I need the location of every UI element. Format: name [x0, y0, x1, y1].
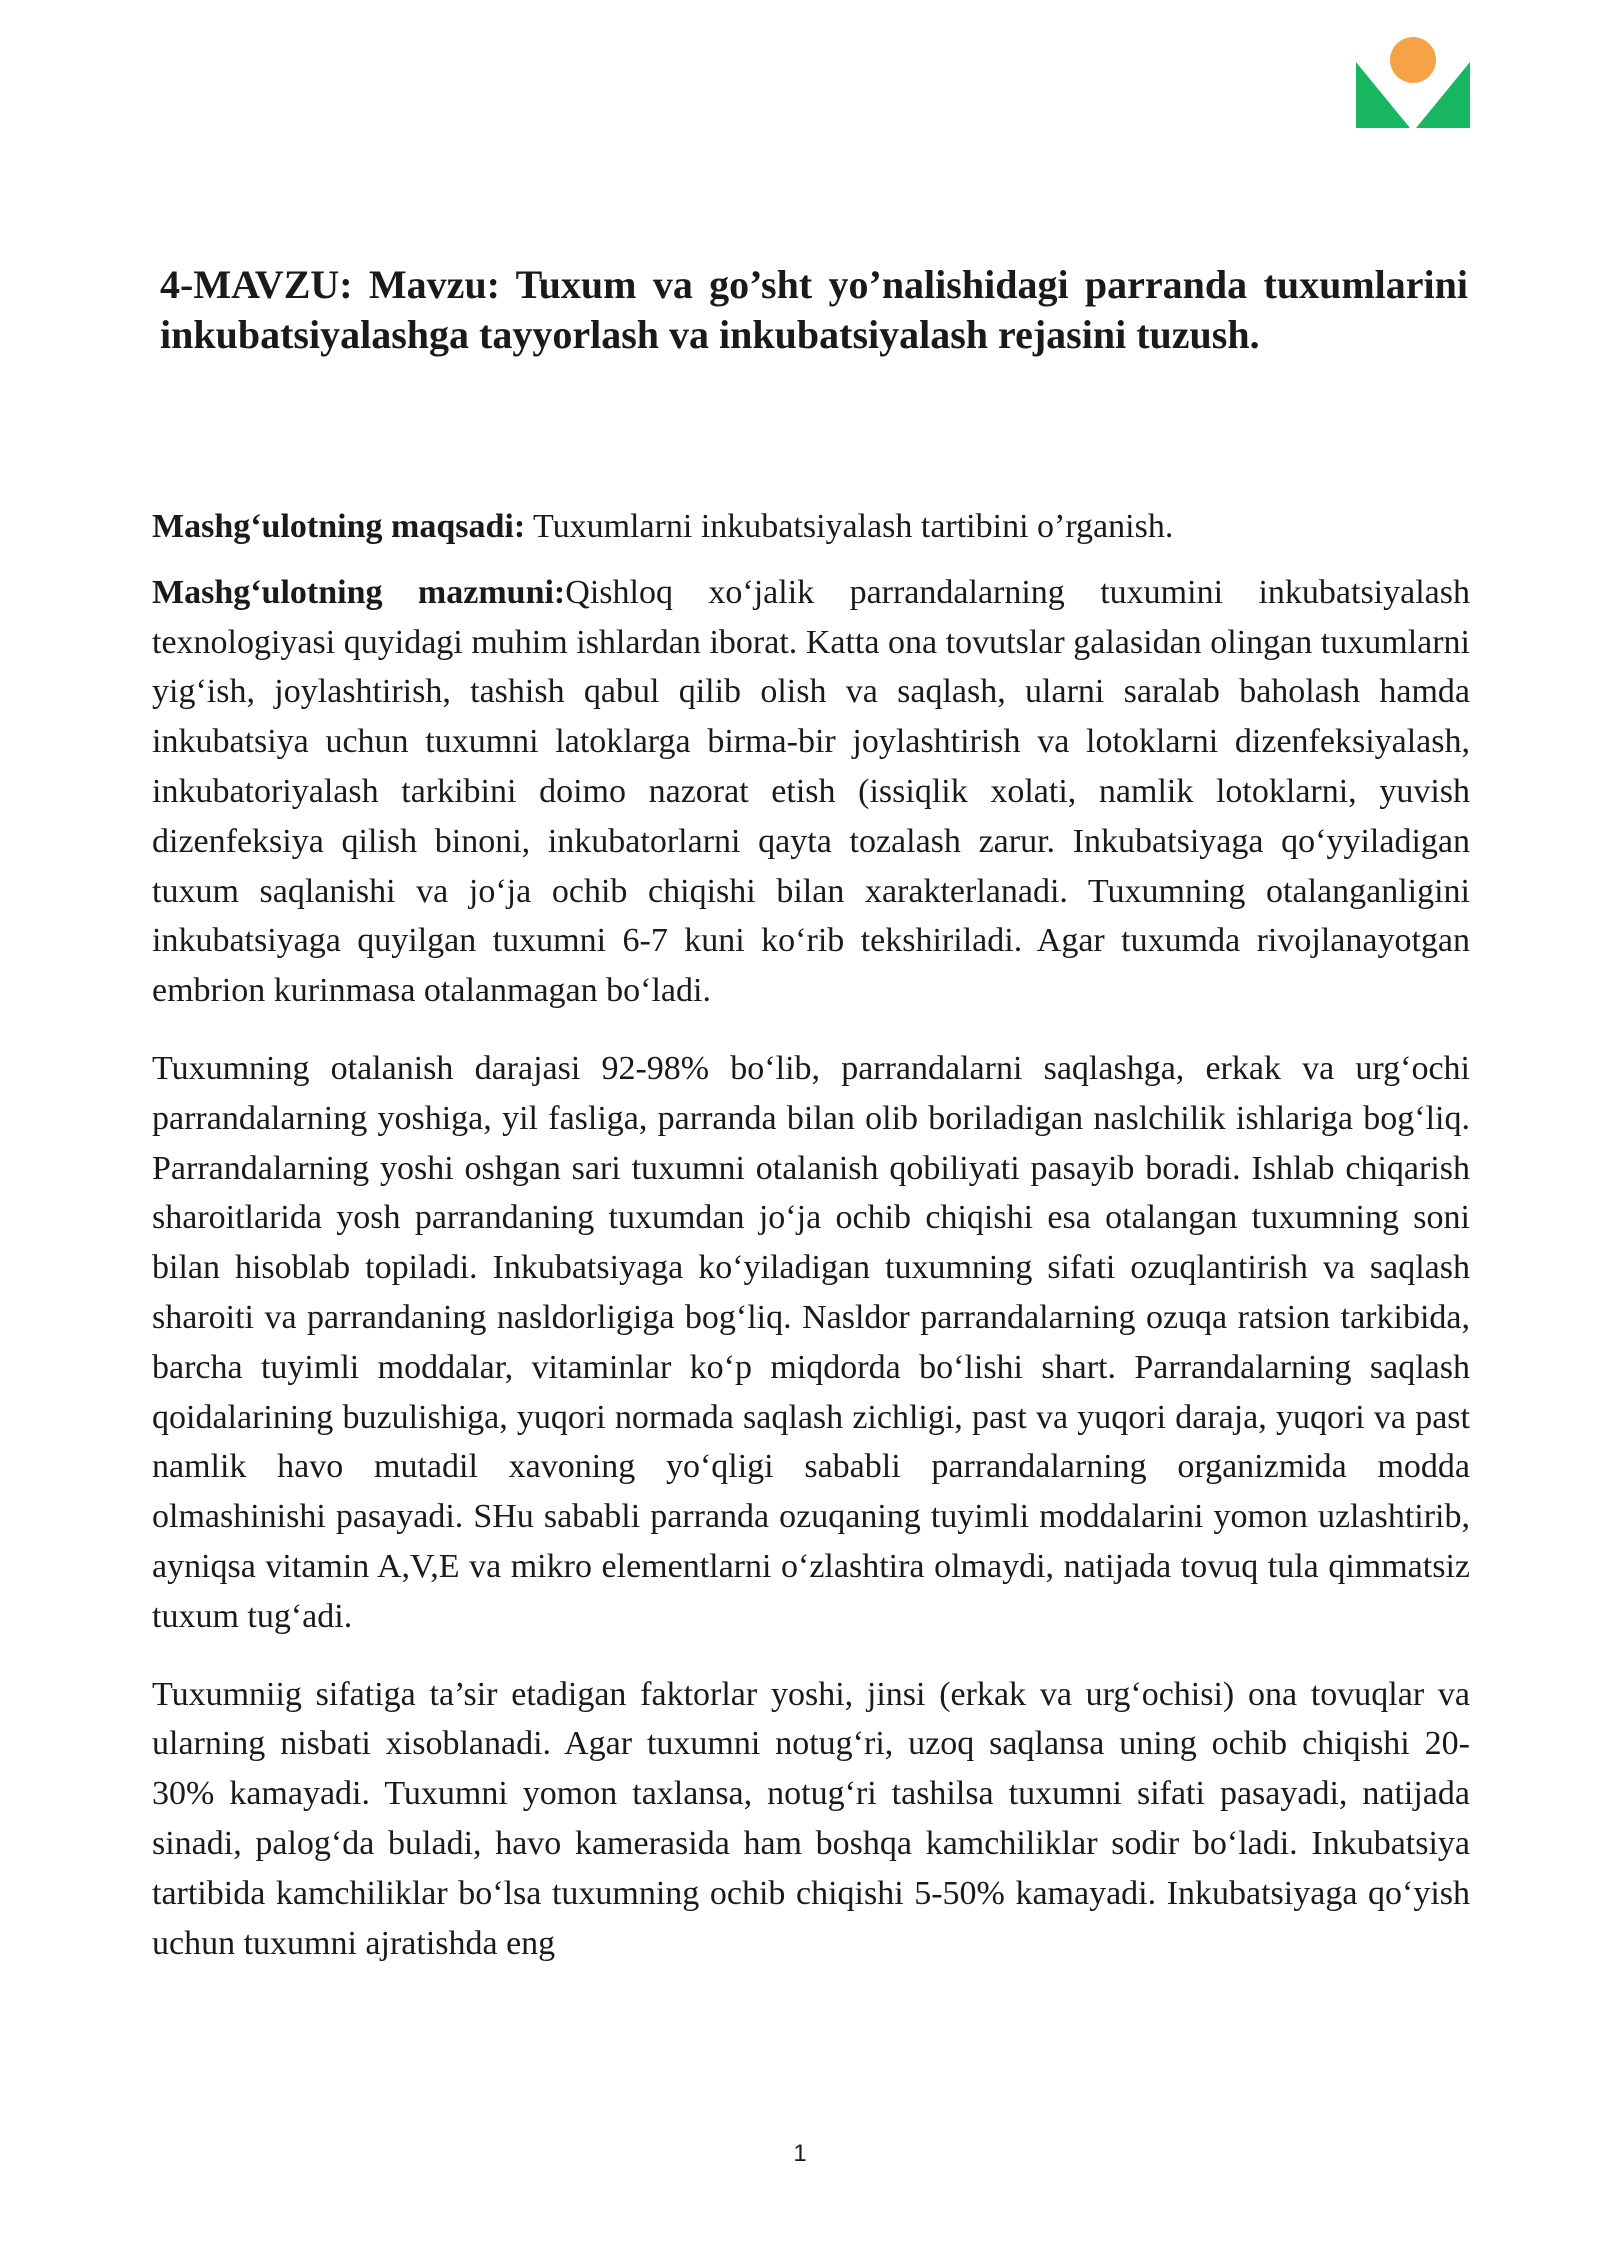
body-paragraph-fertility: Tuxumning otalanish darajasi 92-98% bo‘lib, parrandalarni saqlashga, erkak va urg‘ochi parrandalarning yoshiga, yil fasliga, parranda bilan olib boriladigan naslchilik ishlariga bog‘liq. Parrandalarning yoshi oshgan sari tuxumni otalanish qobiliyati pasayib boradi. Ishlab chiqarish sharoitlarida yosh parrandaning tuxumdan jo‘ja ochib chiqishi esa otalangan tuxumning soni bilan hisoblab topiladi. Inkubatsiyaga ko‘yiladigan tuxumning sifati ozuqlantirish va saqlash sharoiti va parrandaning nasldorligiga bog‘liq. Nasldor parrandalarning ozuqa ratsion tarkibida, barcha tuyimli moddalar, vitaminlar ko‘p miqdorda bo‘lishi shart. Parrandalarning saqlash qoidalarining buzulishiga, yuqori normada saqlash zichligi, past va yuqori daraja, yuqori va past namlik havo mutadil xavoning yo‘qligi sababli parrandalarning organizmida modda olmashinishi pasayadi. SHu sababli parranda ozuqaning tuyimli moddalarini yomon uzlashtirib, ayniqsa vitamin A,V,E va mikro elementlarni o‘zlashtira olmaydi, natijada tovuq tula qimmatsiz tuxum tug‘adi.	[152, 1049, 1470, 1635]
section-content-label: Mashg‘ulotning mazmuni:	[152, 573, 566, 611]
body-paragraph-quality: Tuxumniig sifatiga ta’sir etadigan faktorlar yoshi, jinsi (erkak va urg‘ochisi) ona tovuqlar va ularning nisbati xisoblanadi. Agar tuxumni notug‘ri, uzoq saqlansa uning ochib chiqishi 20- 30% kamayadi. Tuxumni yomon taxlansa, notug‘ri tashilsa tuxumni sifati pasayadi, natijada sinadi, palog‘da buladi, havo kamerasida ham boshqa kamchiliklar sodir bo‘ladi. Inkubatsiya tartibida kamchiliklar bo‘lsa tuxumning ochib chiqishi 5-50% kamayadi. Inkubatsiyaga qo‘yish uchun tuxumni ajratishda eng	[152, 1675, 1470, 1962]
document-body	[152, 502, 1470, 1996]
section-goal-text: Tuxumlarni inkubatsiyalash tartibini o’rganish.	[525, 508, 1174, 545]
document-title: 4-MAVZU: Mavzu: Tuxum va go’sht yo’nalishidagi parranda tuxumlarini inkubatsiyalashga tayyorlash va inkubatsiyalash rejasini tuzush.	[160, 262, 1468, 357]
section-goal-label: Mashg‘ulotning maqsadi:	[152, 508, 526, 545]
page-number: 1	[793, 2140, 807, 2167]
logo-sun-shape	[1390, 37, 1436, 83]
organization-logo	[1354, 36, 1472, 128]
section-content	[152, 568, 1470, 1016]
section-goal	[152, 502, 1470, 552]
section-content-text: Qishloq xo‘jalik parrandalarning tuxumini inkubatsiyalash texnologiyasi quyidagi muhim ishlardan iborat. Katta ona tovutslar galasidan olingan tuxumlarni yig‘ish, joylashtirish, tashish qabul qilib olish va saqlash, ularni saralab baholash hamda inkubatsiya uchun tuxumni latoklarga birma-bir joylashtirish va lotoklarni dizenfeksiyalash, inkubatoriyalash tarkibini doimo nazorat etish (issiqlik xolati, namlik lotoklarni, yuvish dizenfeksiya qilish binoni, inkubatorlarni qayta tozalash zarur. Inkubatsiyaga qo‘yyiladigan tuxum saqlanishi va jo‘ja ochib chiqishi bilan xarakterlanadi. Tuxumning otalanganligini inkubatsiyaga quyilgan tuxumni 6-7 kuni ko‘rib tekshiriladi. Agar tuxumda rivojlanayotgan embrion kurinmasa otalanmagan bo‘ladi.	[152, 573, 1470, 1010]
